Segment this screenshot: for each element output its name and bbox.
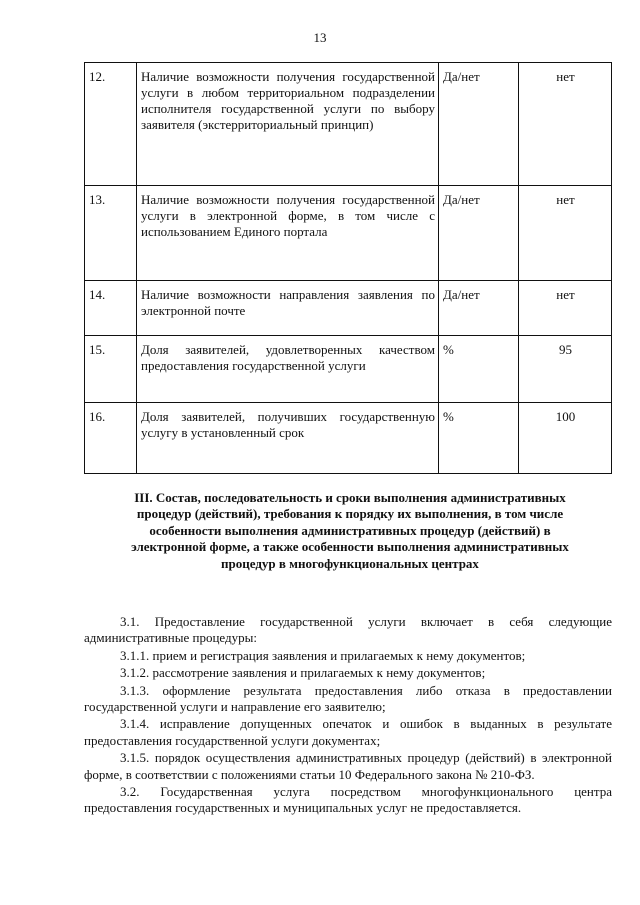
paragraph-3-1-2: 3.1.2. рассмотрение заявления и прилагаемых к нему документов;	[120, 665, 486, 681]
paragraph-3-2: 3.2. Государственная услуга посредством многофункционального центра предоставления государственных и муниципальных услуг не предоставляется.	[84, 784, 612, 816]
paragraph-3-1-1: 3.1.1. прием и регистрация заявления и прилагаемых к нему документов;	[120, 647, 526, 663]
row-number: 13.	[85, 186, 137, 281]
row-number: 14.	[85, 281, 137, 336]
table-row	[85, 281, 612, 336]
unit-of-measure: %	[439, 336, 519, 403]
unit-of-measure: %	[439, 403, 519, 474]
unit-of-measure: Да/нет	[439, 63, 519, 186]
unit-of-measure: Да/нет	[439, 186, 519, 281]
indicator-name: Доля заявителей, удовлетворенных качеством предоставления государственной услуги	[137, 336, 439, 403]
indicator-value: 95	[519, 336, 612, 403]
indicator-name: Наличие возможности направления заявления по электронной почте	[137, 281, 439, 336]
paragraph-3-1-5: 3.1.5. порядок осуществления административных процедур (действий) в электронной форме, в соответствии с положениями статьи 10 Федерального закона № 210-ФЗ.	[84, 750, 612, 782]
indicator-name: Доля заявителей, получивших государственную услугу в установленный срок	[137, 403, 439, 474]
indicator-name: Наличие возможности получения государственной услуги в любом территориальном подразделении исполнителя государственной услуги по выбору заявителя (экстерриториальный принцип)	[137, 63, 439, 186]
indicator-value: 100	[519, 403, 612, 474]
indicator-value: нет	[519, 281, 612, 336]
table-row	[85, 336, 612, 403]
table-row	[85, 63, 612, 186]
row-number: 12.	[85, 63, 137, 186]
paragraph-3-1: 3.1. Предоставление государственной услуги включает в себя следующие административные процедуры:	[84, 614, 612, 646]
unit-of-measure: Да/нет	[439, 281, 519, 336]
indicator-name: Наличие возможности получения государственной услуги в электронной форме, в том числе с использованием Единого портала	[137, 186, 439, 281]
indicator-value: нет	[519, 63, 612, 186]
row-number: 15.	[85, 336, 137, 403]
paragraph-3-1-4: 3.1.4. исправление допущенных опечаток и ошибок в выданных в результате предоставления государственной услуги документах;	[84, 716, 612, 748]
section-body	[84, 614, 612, 818]
row-number: 16.	[85, 403, 137, 474]
indicator-value: нет	[519, 186, 612, 281]
page-number: 13	[313, 30, 327, 45]
indicators-table	[84, 62, 612, 474]
section-heading: III. Состав, последовательность и сроки выполнения административных процедур (действий), требования к порядку их выполнения, в том числе особенности выполнения административных процедур (действий) в электронной форме, а также особенности выполнения административных процедур в многофункциональных центрах	[131, 490, 569, 571]
paragraph-3-1-3: 3.1.3. оформление результата предоставления либо отказа в предоставлении государственной услуги и направление его заявителю;	[84, 682, 612, 715]
table-row	[85, 403, 612, 474]
table-row	[85, 186, 612, 281]
